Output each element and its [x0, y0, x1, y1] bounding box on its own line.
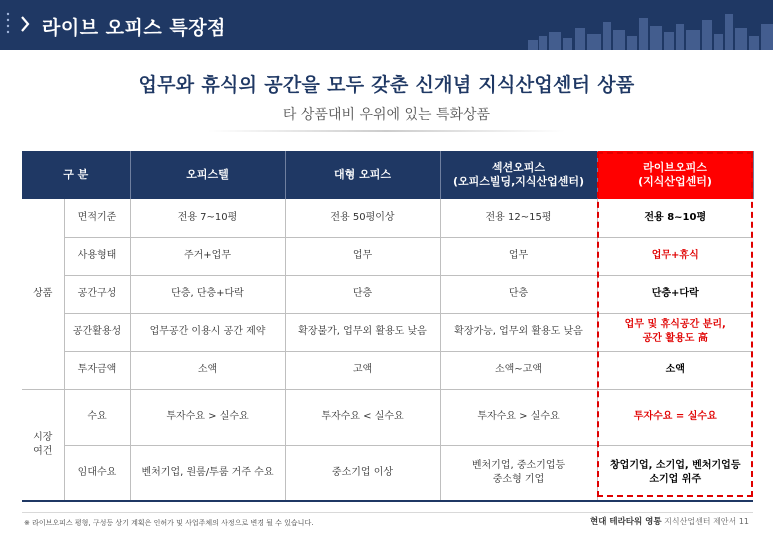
cell-large-office: 단층 — [285, 275, 440, 313]
header-live-office — [597, 151, 753, 199]
footer-doc: 지식산업센터 제안서 — [664, 517, 737, 526]
cell-live-office: 전용 8~10평 — [597, 199, 753, 237]
table-row — [22, 445, 753, 501]
footnote: ※ 라이브오피스 평형, 구성등 상기 계획은 인허가 및 사업주체의 사정으로 변경 될 수 있습니다. — [24, 519, 314, 527]
cell-live-office: 업무+휴식 — [597, 237, 753, 275]
cell-large-office: 전용 50평이상 — [285, 199, 440, 237]
cell-large-office: 중소기업 이상 — [285, 445, 440, 501]
cell-officetel: 업무공간 이용시 공간 제약 — [130, 313, 285, 351]
cell-live-office-line2: 공간 활용도 高 — [642, 333, 708, 344]
header-section-office — [440, 151, 597, 199]
group-product: 상품 — [22, 199, 64, 389]
subheadline-underline — [208, 128, 565, 134]
group-market-line2: 여건 — [33, 445, 53, 457]
cell-large-office: 투자수요 < 실수요 — [285, 389, 440, 445]
cell-officetel: 단층, 단층+다락 — [130, 275, 285, 313]
page-title: 라이브 오피스 특장점 — [42, 17, 226, 39]
headline: 업무와 휴식의 공간을 모두 갖춘 신개념 지식산업센터 상품 — [138, 74, 635, 96]
cell-live-office-line2: 소기업 위주 — [649, 473, 702, 485]
cell-section-office: 단층 — [440, 275, 597, 313]
cell-live-office: 투자수요 = 실수요 — [597, 389, 753, 445]
cell-officetel: 소액 — [130, 351, 285, 389]
group-market-line1: 시장 — [33, 431, 53, 443]
header-section-office-line2: (오피스빌딩,지식산업센터) — [452, 175, 585, 188]
table-row — [22, 351, 753, 389]
cell-live-office: 소액 — [597, 351, 753, 389]
table-row — [22, 199, 753, 237]
cell-officetel: 벤처기업, 원룸/투룸 거주 수요 — [130, 445, 285, 501]
row-label: 공간활용성 — [64, 313, 130, 351]
row-label: 투자금액 — [64, 351, 130, 389]
row-label: 사용형태 — [64, 237, 130, 275]
header-section-office-line1: 섹션오피스 — [491, 161, 546, 174]
table-row — [22, 313, 753, 351]
table-header-row — [22, 151, 753, 199]
table-row — [22, 275, 753, 313]
row-label: 면적기준 — [64, 199, 130, 237]
cell-officetel: 투자수요 > 실수요 — [130, 389, 285, 445]
row-label: 임대수요 — [64, 445, 130, 501]
page-number: 11 — [738, 517, 749, 526]
header-live-office-line1: 라이브오피스 — [643, 161, 707, 174]
cell-live-office-line1: 창업기업, 소기업, 벤처기업등 — [610, 459, 741, 471]
cell-live-office-line1: 업무 및 휴식공간 분리, — [624, 319, 726, 330]
header-bar — [0, 0, 773, 50]
cell-section-office: 전용 12~15평 — [440, 199, 597, 237]
cell-section-office: 투자수요 > 실수요 — [440, 389, 597, 445]
cell-live-office — [597, 445, 753, 501]
footer-brand: 현대 테라타워 영통 — [590, 517, 662, 527]
header-category: 구 분 — [22, 151, 130, 199]
cell-live-office — [597, 313, 753, 351]
group-market — [22, 389, 64, 501]
city-skyline-icon — [523, 10, 773, 50]
cell-section-office — [440, 445, 597, 501]
comparison-table — [22, 151, 754, 502]
cell-large-office: 확장불가, 업무외 활용도 낮음 — [285, 313, 440, 351]
cell-section-office-line1: 벤처기업, 중소기업등 — [471, 459, 566, 471]
table-row — [22, 237, 753, 275]
cell-section-office-line2: 중소형 기업 — [492, 473, 545, 485]
row-label: 수요 — [64, 389, 130, 445]
cell-section-office: 소액~고액 — [440, 351, 597, 389]
cell-section-office: 업무 — [440, 237, 597, 275]
cell-live-office: 단층+다락 — [597, 275, 753, 313]
cell-large-office: 고액 — [285, 351, 440, 389]
header-live-office-line2: (지식산업센터) — [638, 175, 712, 188]
table-row — [22, 389, 753, 445]
cell-section-office: 확장가능, 업무외 활용도 낮음 — [440, 313, 597, 351]
subheadline: 타 상품대비 우위에 있는 특화상품 — [282, 107, 491, 123]
cell-officetel: 전용 7~10평 — [130, 199, 285, 237]
cell-officetel: 주거+업무 — [130, 237, 285, 275]
header-large-office: 대형 오피스 — [285, 151, 440, 199]
header-officetel: 오피스텔 — [130, 151, 285, 199]
footer-divider — [22, 512, 753, 513]
row-label: 공간구성 — [64, 275, 130, 313]
chevron-right-icon — [20, 14, 30, 34]
cell-large-office: 업무 — [285, 237, 440, 275]
footer-info — [590, 515, 749, 527]
dotted-line-icon — [6, 12, 10, 38]
